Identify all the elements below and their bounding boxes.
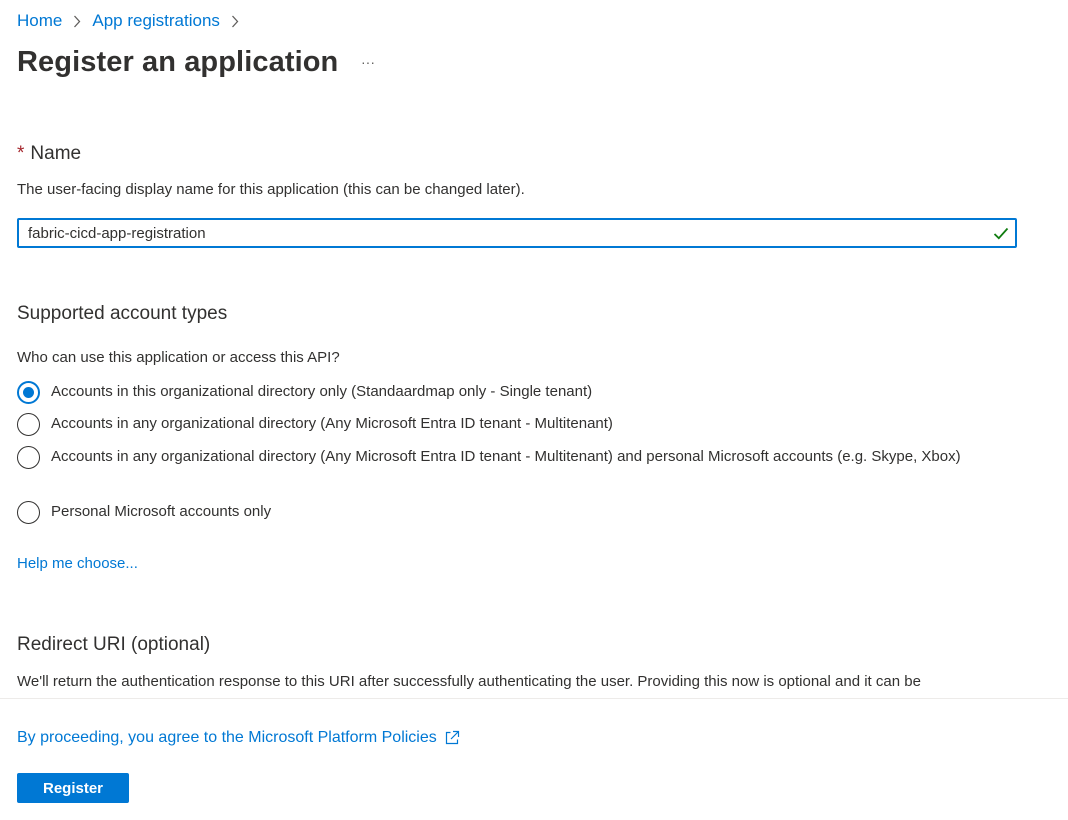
name-description: The user-facing display name for this application (this can be changed later). xyxy=(17,181,525,198)
radio-button[interactable] xyxy=(17,413,40,436)
radio-label: Personal Microsoft accounts only xyxy=(51,503,272,520)
register-button[interactable]: Register xyxy=(17,773,129,803)
radio-multitenant-personal[interactable] xyxy=(17,446,1017,469)
help-me-choose-link[interactable]: Help me choose... xyxy=(17,555,138,572)
breadcrumb-home-link[interactable]: Home xyxy=(17,11,63,30)
name-input[interactable] xyxy=(19,220,987,246)
radio-label: Accounts in any organizational directory (Any Microsoft Entra ID tenant - Multitenant) xyxy=(51,415,613,432)
name-section-label xyxy=(17,141,81,167)
breadcrumb-app-registrations-link[interactable]: App registrations xyxy=(92,11,220,30)
radio-label: Accounts in any organizational directory (Any Microsoft Entra ID tenant - Multitenant) and personal Microsoft accounts (e.g. Skype, Xbox) xyxy=(51,448,961,465)
platform-policies-link[interactable] xyxy=(17,727,460,749)
name-input-container xyxy=(17,218,1017,248)
radio-personal-only[interactable] xyxy=(17,501,1017,524)
radio-single-tenant[interactable] xyxy=(17,381,1017,404)
redirect-uri-description: We'll return the authentication response to this URI after successfully authenticating the user. Providing this now is optional and it can be xyxy=(17,673,921,690)
account-types-question: Who can use this application or access this API? xyxy=(17,349,340,366)
redirect-uri-label: Redirect URI (optional) xyxy=(17,634,211,655)
required-mark: * xyxy=(17,143,25,164)
radio-button[interactable] xyxy=(17,446,40,469)
more-options-button[interactable] xyxy=(356,50,380,74)
chevron-right-icon xyxy=(73,15,81,28)
chevron-right-icon xyxy=(231,15,239,28)
radio-button[interactable] xyxy=(17,501,40,524)
checkmark-icon xyxy=(987,227,1015,240)
name-label: Name xyxy=(30,143,82,164)
form-scroll-area[interactable] xyxy=(0,96,1068,698)
breadcrumb xyxy=(17,10,250,32)
footer xyxy=(0,698,1068,820)
external-link-icon xyxy=(444,730,460,746)
ellipsis-icon: ··· xyxy=(361,54,375,70)
radio-button-checked[interactable] xyxy=(17,381,40,404)
account-types-label: Supported account types xyxy=(17,303,228,324)
page-title: Register an application xyxy=(17,46,339,78)
radio-label: Accounts in this organizational directory only (Standaardmap only - Single tenant) xyxy=(51,383,593,400)
policy-link-text: By proceeding, you agree to the Microsoft Platform Policies xyxy=(17,729,437,746)
radio-multitenant[interactable] xyxy=(17,413,1017,436)
